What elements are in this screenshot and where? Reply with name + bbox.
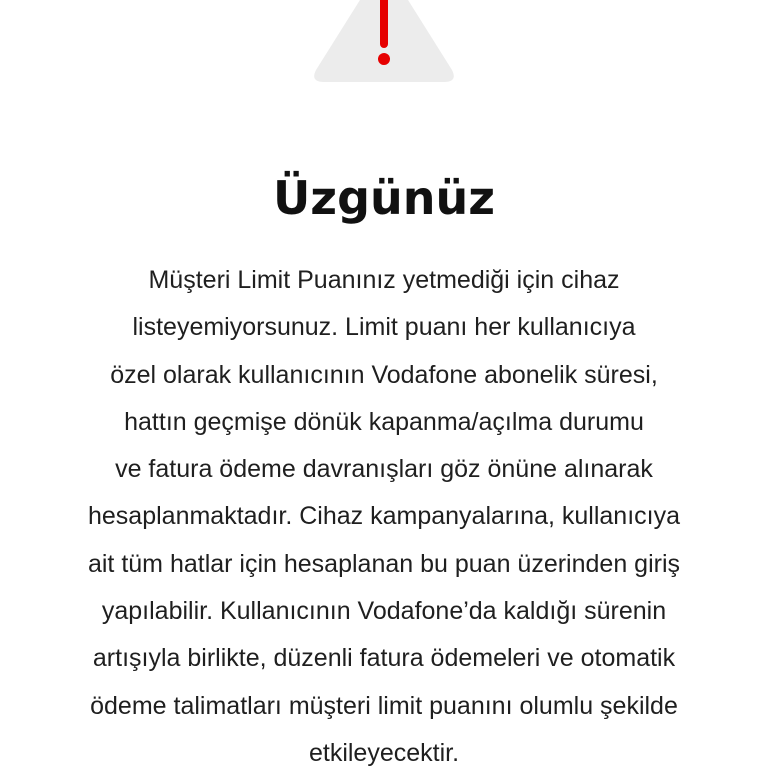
exclamation-dot	[378, 53, 390, 65]
message-line: yapılabilir. Kullanıcının Vodafone’da kaldığı sürenin	[101, 597, 667, 626]
message-line: listeyemiyorsunuz. Limit puanı her kullanıcıya	[132, 313, 636, 342]
exclamation-stroke	[380, 0, 388, 48]
message-line: ait tüm hatlar için hesaplanan bu puan üzerinden giriş	[87, 549, 681, 578]
warning-triangle-icon	[312, 0, 456, 86]
message-line: özel olarak kullanıcının Vodafone abonelik süresi,	[110, 360, 658, 389]
message-line: Müşteri Limit Puanınız yetmediği için cihaz	[148, 266, 620, 294]
alert-title: Üzgünüz	[272, 171, 496, 225]
message-line: ödeme talimatları müşteri limit puanını olumlu şekilde	[90, 691, 678, 720]
message-line: artışıyla birlikte, düzenli fatura ödemeleri ve otomatik	[92, 644, 676, 673]
message-line: etkileyecektir.	[308, 738, 460, 767]
message-line: hesaplanmaktadır. Cihaz kampanyalarına, kullanıcıya	[88, 502, 680, 531]
alert-message	[0, 257, 768, 768]
message-line: hattın geçmişe dönük kapanma/açılma durumu	[124, 407, 644, 436]
message-line: ve fatura ödeme davranışları göz önüne alınarak	[115, 455, 653, 484]
